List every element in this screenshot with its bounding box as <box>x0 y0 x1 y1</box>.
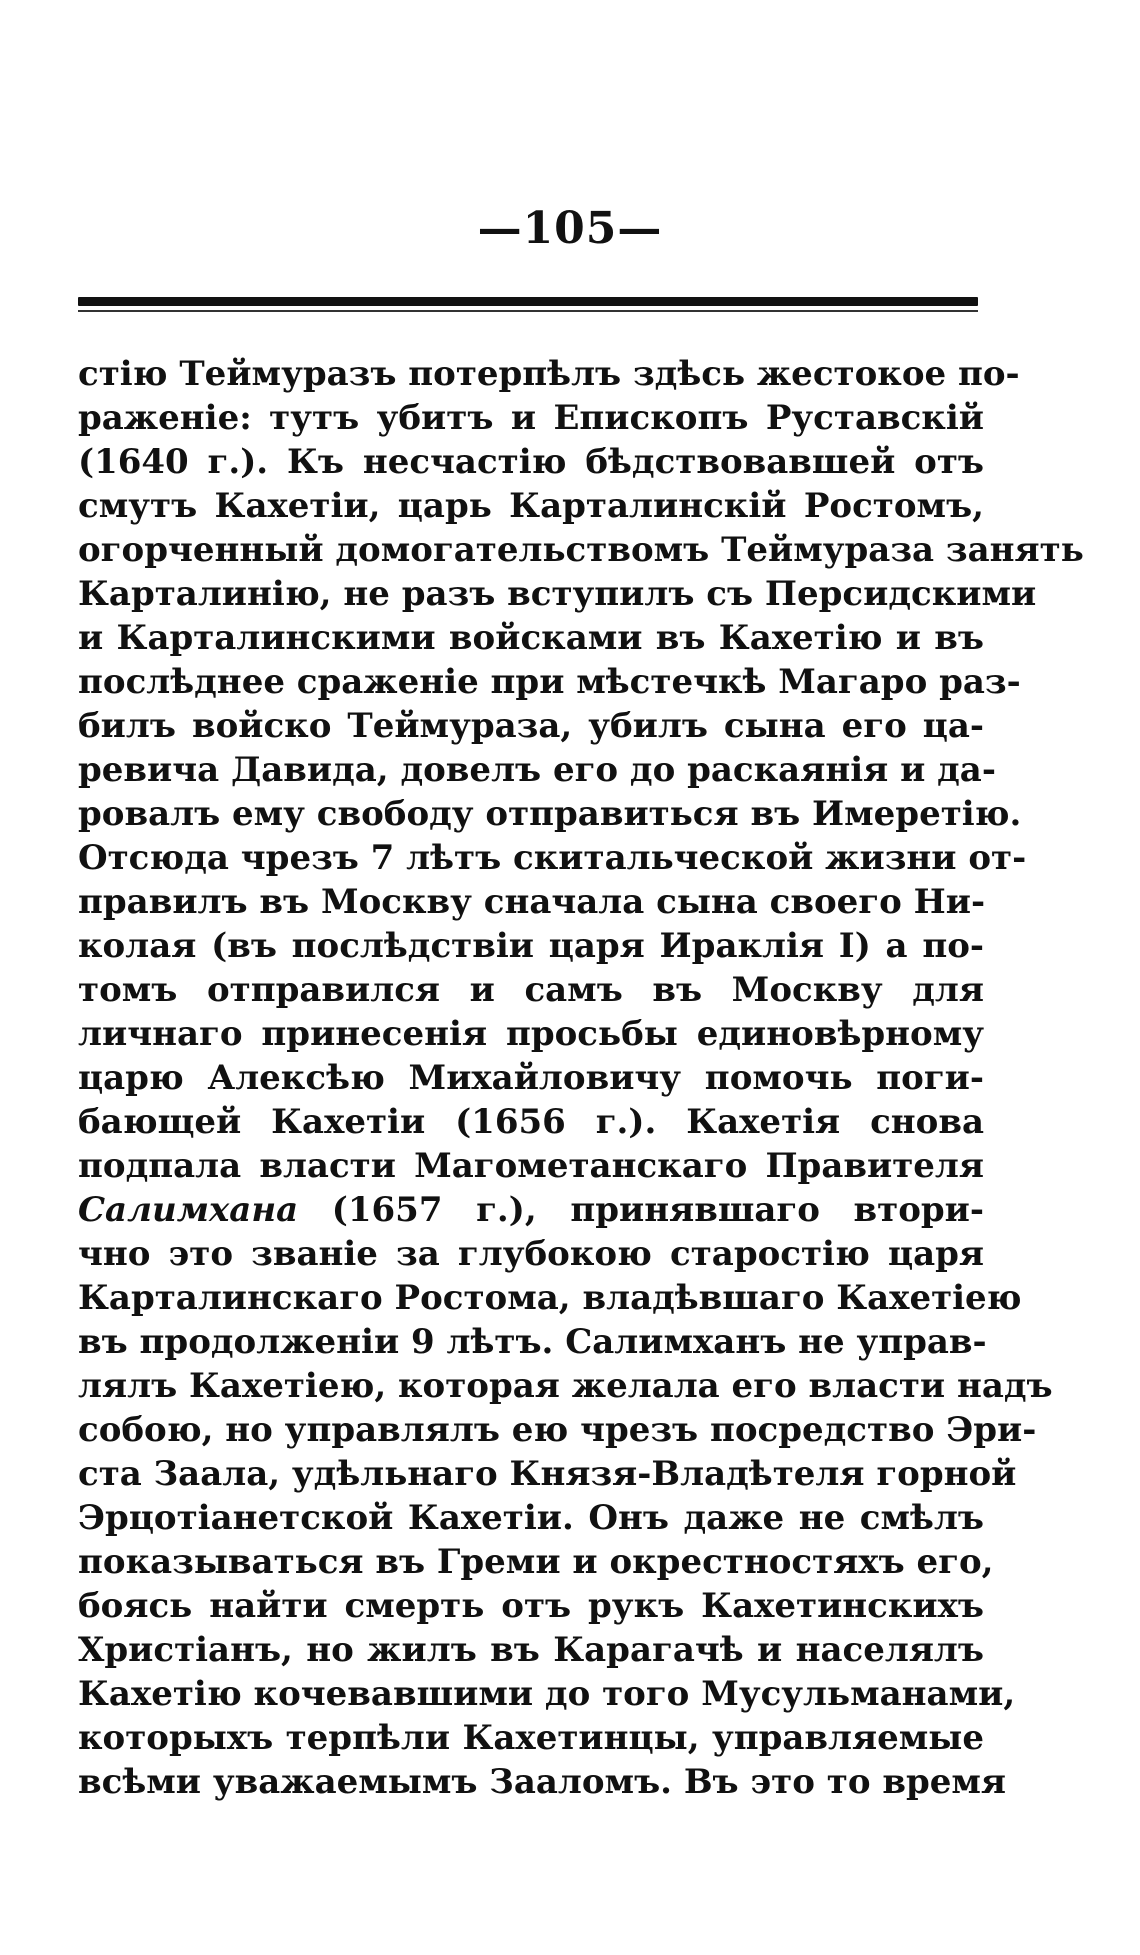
text-line: правилъ въ Москву сначала сына своего Ни- <box>78 882 986 922</box>
text-line: Карталинію, не разъ вступилъ съ Персидскими <box>78 574 1037 614</box>
text-line: въ продолженіи 9 лѣтъ. Салимханъ не управ- <box>78 1322 987 1362</box>
header-rule <box>78 297 978 306</box>
text-line: чно это званіе за глубокою старостію царя <box>78 1234 984 1274</box>
text-line: (1640 г.). Къ несчастію бѣдствовавшей отъ <box>78 442 984 482</box>
text-line: билъ войско Теймураза, убилъ сына его ца- <box>78 706 984 746</box>
text-line: Карталинскаго Ростома, владѣвшаго Кахетіею <box>78 1278 1022 1318</box>
text-line: стію Теймуразъ потерпѣлъ здѣсь жестокое по- <box>78 354 1020 394</box>
text-line: раженіе: тутъ убитъ и Епископъ Руставскій <box>78 398 984 438</box>
text-line: которыхъ терпѣли Кахетинцы, управляемые <box>78 1718 984 1758</box>
italic-name: Салимхана <box>78 1190 299 1230</box>
text-line: ревича Давида, довелъ его до раскаянія и да- <box>78 750 996 790</box>
text-line: подпала власти Магометанскаго Правителя <box>78 1146 984 1186</box>
text-line: колая (въ послѣдствіи царя Ираклія I) а по- <box>78 926 984 966</box>
page-number: —105— <box>477 203 663 254</box>
text-line: Отсюда чрезъ 7 лѣтъ скитальческой жизни от- <box>78 838 1027 878</box>
text-line: показываться въ Греми и окрестностяхъ его, <box>78 1542 994 1582</box>
text-line: Кахетію кочевавшими до того Мусульманами, <box>78 1674 1016 1714</box>
text-line: томъ отправился и самъ въ Москву для <box>78 970 984 1010</box>
text-line: и Карталинскими войсками въ Кахетію и въ <box>78 618 984 658</box>
text-line-with-italic <box>78 1188 984 1232</box>
text-line: ста Заала, удѣльнаго Князя-Владѣтеля горной <box>78 1454 1017 1494</box>
text-line: собою, но управлялъ ею чрезъ посредство Эри- <box>78 1410 1037 1450</box>
text-line: смутъ Кахетіи, царь Карталинскій Ростомъ, <box>78 486 984 526</box>
text-line: бающей Кахетіи (1656 г.). Кахетія снова <box>78 1102 984 1142</box>
text-line: личнаго принесенія просьбы единовѣрному <box>78 1014 984 1054</box>
header-rule-thin <box>78 310 978 312</box>
body-text <box>78 352 1084 1804</box>
text-line: огорченный домогательствомъ Теймураза занять <box>78 530 1084 570</box>
text-line-rest: (1657 г.), принявшаго втори- <box>331 1190 984 1230</box>
text-line: лялъ Кахетіею, которая желала его власти надъ <box>78 1366 1053 1406</box>
text-line: послѣднее сраженіе при мѣстечкѣ Магаро раз- <box>78 662 1021 702</box>
text-line: ровалъ ему свободу отправиться въ Имеретію. <box>78 794 1022 834</box>
text-line: Христіанъ, но жилъ въ Карагачѣ и населялъ <box>78 1630 984 1670</box>
text-line: Эрцотіанетской Кахетіи. Онъ даже не смѣлъ <box>78 1498 984 1538</box>
text-line: боясь найти смерть отъ рукъ Кахетинскихъ <box>78 1586 984 1626</box>
text-line: царю Алексѣю Михайловичу помочь поги- <box>78 1058 984 1098</box>
text-line: всѣми уважаемымъ Зааломъ. Въ это то время <box>78 1762 1007 1802</box>
